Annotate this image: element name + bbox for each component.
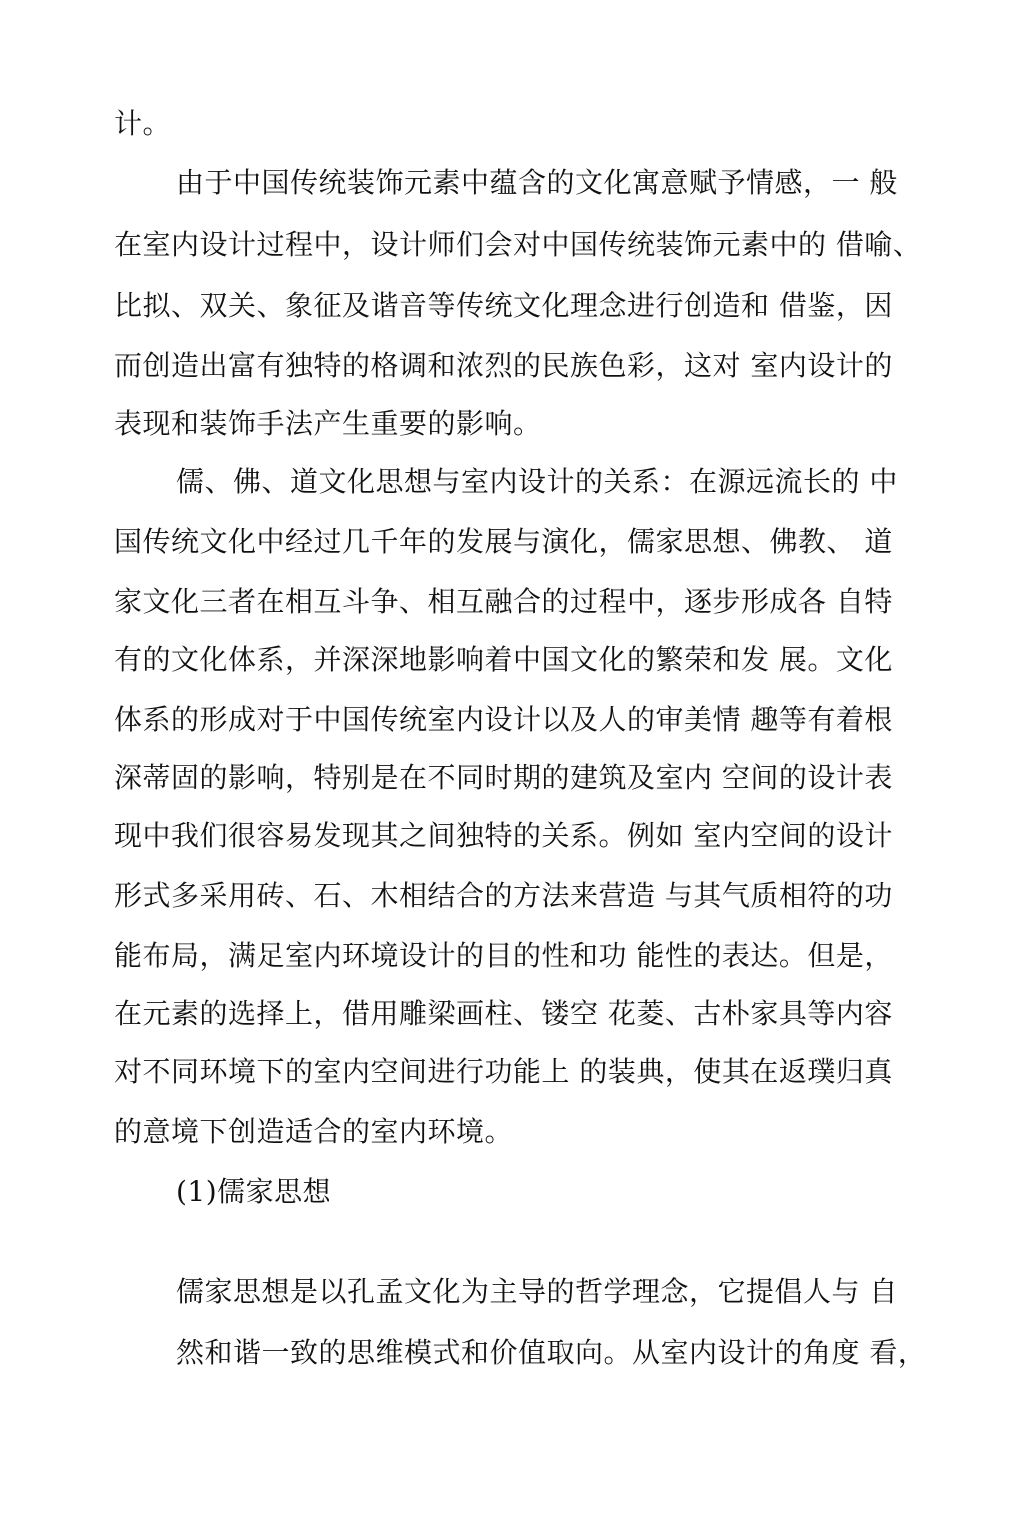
text-line: 而创造出富有独特的格调和浓烈的民族色彩，这对 室内设计的 (114, 349, 893, 382)
text-line: 形式多采用砖、石、木相结合的方法来营造 与其气质相符的功 (114, 879, 893, 912)
text-line: 国传统文化中经过几千年的发展与演化，儒家思想、佛教、 道 (114, 525, 893, 558)
text-line: 然和谐一致的思维模式和价值取向。从室内设计的角度 看， (176, 1336, 927, 1369)
text-line: 现中我们很容易发现其之间独特的关系。例如 室内空间的设计 (114, 819, 893, 852)
text-line: 深蒂固的影响，特别是在不同时期的建筑及室内 空间的设计表 (114, 761, 893, 794)
text-line: 比拟、双关、象征及谐音等传统文化理念进行创造和 借鉴，因 (114, 289, 893, 322)
text-line: 能布局，满足室内环境设计的目的性和功 能性的表达。但是， (114, 939, 893, 972)
text-line: 体系的形成对于中国传统室内设计以及人的审美情 趣等有着根 (114, 703, 893, 736)
text-line: 在元素的选择上，借用雕梁画柱、镂空 花菱、古朴家具等内容 (114, 997, 893, 1030)
paragraph-first-line: 儒家思想是以孔孟文化为主导的哲学理念，它提倡人与 自 (176, 1275, 898, 1308)
text-line: 计。 (114, 107, 172, 140)
text-line: 对不同环境下的室内空间进行功能上 的装典，使其在返璞归真 (114, 1055, 893, 1088)
paragraph-first-line: 由于中国传统装饰元素中蕴含的文化寓意赋予情感，一 般 (176, 166, 898, 199)
text-line: 在室内设计过程中，设计师们会对中国传统装饰元素中的 借喻、 (114, 228, 922, 261)
text-line: 的意境下创造适合的室内环境。 (114, 1115, 514, 1148)
text-line: 有的文化体系，并深深地影响着中国文化的繁荣和发 展。文化 (114, 643, 893, 676)
text-line: 表现和装饰手法产生重要的影响。 (114, 407, 542, 440)
paragraph-first-line: 儒、佛、道文化思想与室内设计的关系：在源远流长的 中 (176, 465, 898, 498)
text-line: 家文化三者在相互斗争、相互融合的过程中，逐步形成各 自特 (114, 585, 893, 618)
section-heading: (1)儒家思想 (176, 1175, 332, 1208)
